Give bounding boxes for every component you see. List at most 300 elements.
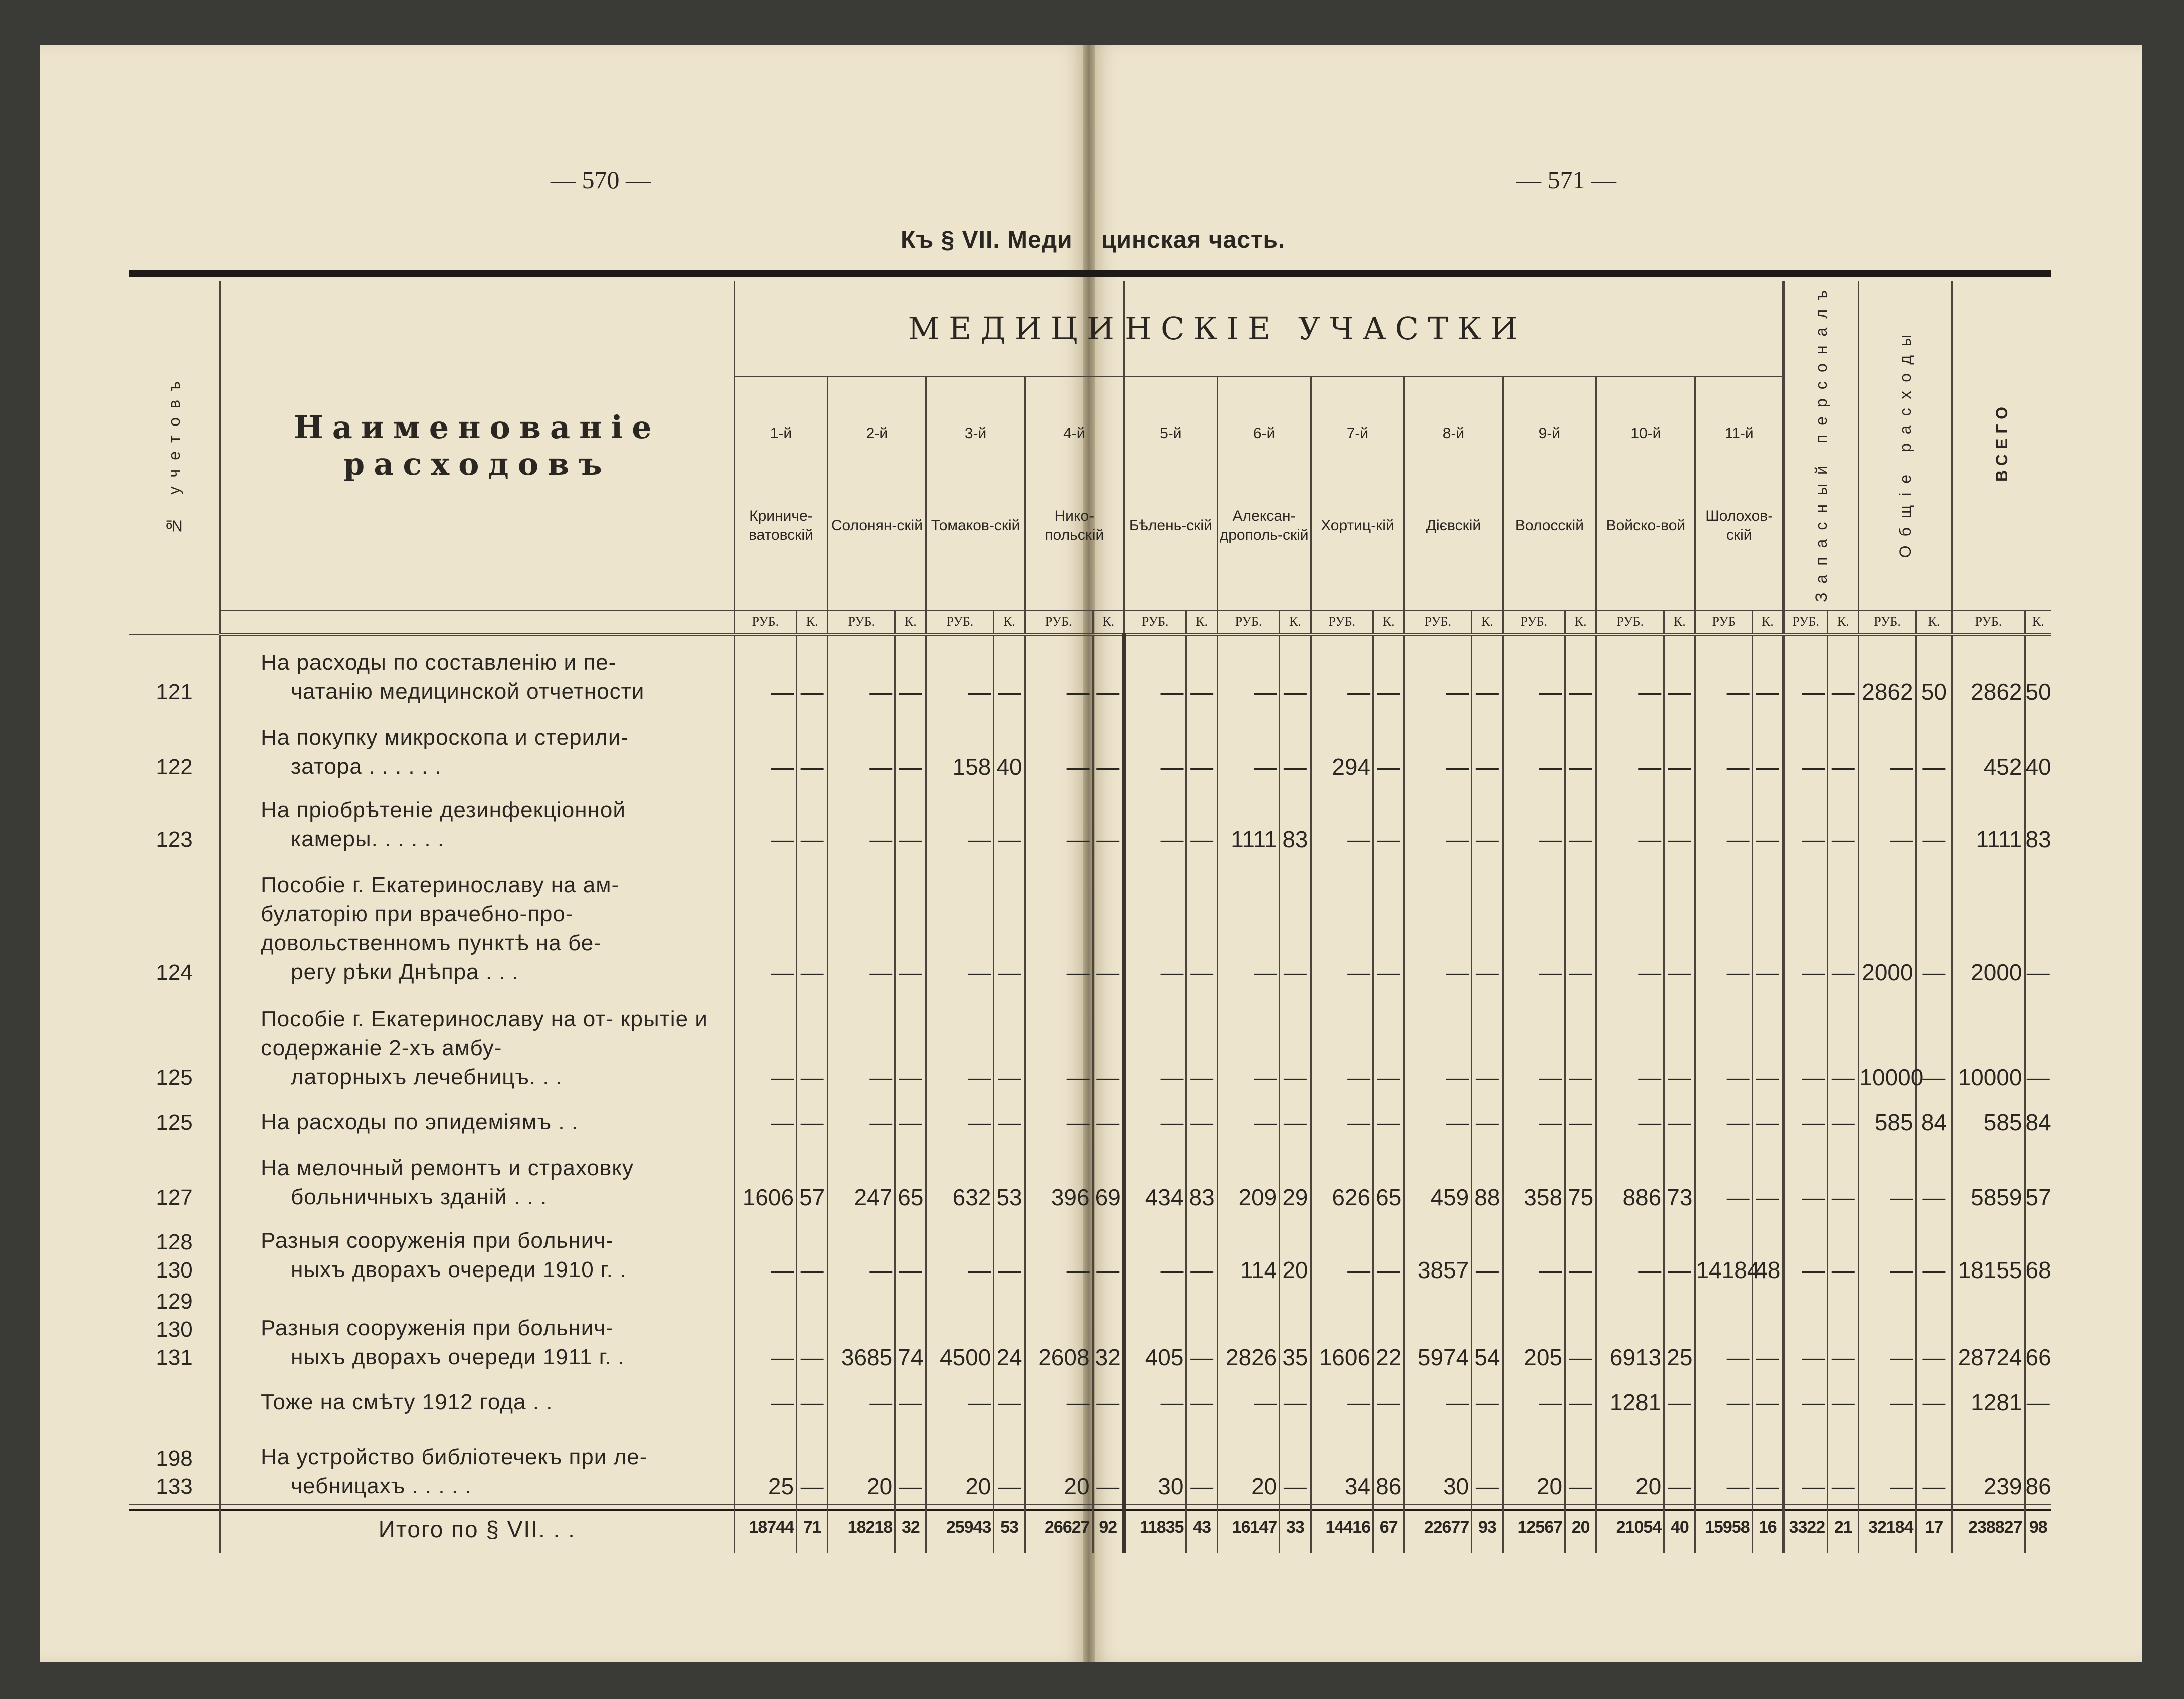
amount-kop: — <box>1752 1288 1783 1375</box>
district-number: 11-й <box>1695 376 1784 442</box>
unit-kop: К. <box>1916 610 1952 634</box>
amount-kop: — <box>1280 1375 1311 1420</box>
unit-kop: К. <box>1664 610 1695 634</box>
amount-rub: 34 <box>1311 1420 1373 1505</box>
amount-kop: — <box>1828 1215 1859 1288</box>
amount-kop: — <box>797 990 828 1095</box>
amount-kop: — <box>1186 1215 1217 1288</box>
amount-kop: — <box>797 1375 828 1420</box>
amount-kop: — <box>1186 1288 1217 1375</box>
district-number: 3-й <box>926 376 1025 442</box>
unit-kop: К. <box>994 610 1025 634</box>
row-number: 121 <box>156 679 193 704</box>
total-kop: 20 <box>1565 1505 1596 1554</box>
amount-kop: — <box>994 1215 1025 1288</box>
amount-kop: 84 <box>1916 1095 1952 1140</box>
amount-kop: 22 <box>1373 1288 1404 1375</box>
amount-rub: — <box>1503 634 1565 709</box>
amount-rub: — <box>1311 634 1373 709</box>
unit-rub: РУБ. <box>1783 610 1827 634</box>
total-rub: 18218 <box>828 1505 895 1554</box>
amount-rub: 5974 <box>1404 1288 1472 1375</box>
unit-kop: К. <box>895 610 926 634</box>
amount-kop: — <box>1916 1215 1952 1288</box>
amount-kop: — <box>1828 1288 1859 1375</box>
amount-rub: — <box>926 990 994 1095</box>
amount-rub: — <box>1124 990 1186 1095</box>
expense-name-line1: Пособіе г. Екатеринославу на ам- булаторію при врачебно-про- довольственномъ пунктѣ на бе- <box>261 872 620 955</box>
total-rub: 26627 <box>1025 1505 1093 1554</box>
amount-rub: — <box>1025 634 1093 709</box>
amount-rub: 158 <box>926 709 994 784</box>
amount-kop: 53 <box>994 1140 1025 1215</box>
amount-kop: — <box>1664 784 1695 857</box>
amount-rub: — <box>1695 990 1752 1095</box>
expense-name-line1: На мелочный ремонтъ и страховку <box>261 1155 634 1180</box>
amount-rub: — <box>734 784 797 857</box>
amount-kop: — <box>1373 784 1404 857</box>
amount-kop: — <box>1565 1420 1596 1505</box>
amount-rub: 396 <box>1025 1140 1093 1215</box>
amount-kop: — <box>1280 857 1311 990</box>
heading-right: цинская часть. <box>1101 227 1286 253</box>
amount-kop: 83 <box>1280 784 1311 857</box>
amount-kop: — <box>1472 990 1503 1095</box>
amount-kop: — <box>1472 1215 1503 1288</box>
amount-rub: — <box>1859 1215 1916 1288</box>
amount-kop: — <box>797 1095 828 1140</box>
total-kop: 67 <box>1373 1505 1404 1554</box>
expense-name <box>220 1140 734 1215</box>
total-kop: 92 <box>1093 1505 1124 1554</box>
amount-kop: — <box>2025 990 2051 1095</box>
expense-name-line1: На расходы по эпидеміямъ . . <box>261 1109 579 1134</box>
amount-kop: — <box>797 1288 828 1375</box>
amount-kop: 65 <box>895 1140 926 1215</box>
amount-kop: — <box>1373 1215 1404 1288</box>
amount-rub: — <box>1311 1215 1373 1288</box>
amount-kop: — <box>1828 1420 1859 1505</box>
amount-kop: 20 <box>1280 1215 1311 1288</box>
amount-rub: — <box>1783 1140 1827 1215</box>
amount-kop: — <box>1828 990 1859 1095</box>
amount-kop: — <box>1093 1420 1124 1505</box>
total-rub: 18744 <box>734 1505 797 1554</box>
unit-rub: РУБ. <box>926 610 994 634</box>
amount-rub: — <box>1025 990 1093 1095</box>
row-number: 128 130 <box>156 1229 193 1283</box>
expense-name-line1: На расходы по составленію и пе- <box>261 650 617 675</box>
amount-kop: — <box>1916 1375 1952 1420</box>
amount-rub: 14184 <box>1695 1215 1752 1288</box>
amount-kop: — <box>994 1420 1025 1505</box>
amount-rub: — <box>1503 784 1565 857</box>
amount-rub: — <box>1783 1095 1827 1140</box>
amount-rub: — <box>1783 1288 1827 1375</box>
total-rub: 14416 <box>1311 1505 1373 1554</box>
amount-kop: 68 <box>2025 1215 2051 1288</box>
amount-rub: — <box>1404 1095 1472 1140</box>
amount-rub: — <box>1217 1095 1280 1140</box>
total-rub: 238827 <box>1952 1505 2025 1554</box>
amount-kop: — <box>1186 857 1217 990</box>
amount-rub: 3685 <box>828 1288 895 1375</box>
amount-rub: — <box>1124 709 1186 784</box>
expense-name <box>220 784 734 857</box>
expense-name-line1: Разныя сооруженія при больнич- <box>261 1315 614 1340</box>
amount-rub: — <box>926 857 994 990</box>
amount-rub: — <box>1596 634 1664 709</box>
amount-rub: — <box>1217 857 1280 990</box>
amount-rub: — <box>1217 634 1280 709</box>
amount-kop: — <box>1828 1095 1859 1140</box>
amount-rub: — <box>1503 1215 1565 1288</box>
amount-rub: — <box>926 1215 994 1288</box>
expense-name-line2: ныхъ дворахъ очереди 1910 г. . <box>291 1257 627 1282</box>
amount-kop: 65 <box>1373 1140 1404 1215</box>
amount-rub: — <box>1025 1375 1093 1420</box>
amount-rub: — <box>1311 857 1373 990</box>
amount-rub: 2000 <box>1859 857 1916 990</box>
amount-rub: — <box>1025 784 1093 857</box>
right-page-number: — 571 — <box>1516 166 1616 194</box>
expense-name <box>220 1375 734 1420</box>
expense-name-line1: Тоже на смѣту 1912 года . . <box>261 1389 553 1414</box>
amount-rub: — <box>1695 784 1752 857</box>
amount-rub: — <box>1859 784 1916 857</box>
unit-kop: К. <box>1280 610 1311 634</box>
amount-kop: — <box>1093 857 1124 990</box>
amount-rub: — <box>1404 1375 1472 1420</box>
row-number: 124 <box>156 960 193 985</box>
table-row <box>129 1140 2051 1215</box>
district-number: 8-й <box>1404 376 1503 442</box>
amount-kop: — <box>2025 1375 2051 1420</box>
amount-kop: — <box>1280 634 1311 709</box>
amount-rub: — <box>1311 1375 1373 1420</box>
amount-rub: — <box>1025 1215 1093 1288</box>
amount-rub: — <box>1217 990 1280 1095</box>
amount-kop: — <box>1186 634 1217 709</box>
unit-rub: РУБ. <box>828 610 895 634</box>
expense-name <box>220 709 734 784</box>
amount-rub: 6913 <box>1596 1288 1664 1375</box>
amount-kop: — <box>895 1215 926 1288</box>
amount-kop: 40 <box>2025 709 2051 784</box>
unit-rub: РУБ. <box>1503 610 1565 634</box>
amount-kop: — <box>1472 1095 1503 1140</box>
amount-kop: 50 <box>1916 634 1952 709</box>
amount-rub: 434 <box>1124 1140 1186 1215</box>
amount-kop: 29 <box>1280 1140 1311 1215</box>
amount-kop: — <box>1093 1215 1124 1288</box>
amount-kop: — <box>895 1420 926 1505</box>
expense-name <box>220 1288 734 1375</box>
unit-kop: К. <box>1565 610 1596 634</box>
col-no-header: № учетовъ <box>129 281 220 634</box>
amount-rub: — <box>926 634 994 709</box>
amount-kop: 48 <box>1752 1215 1783 1288</box>
amount-rub: 20 <box>1503 1420 1565 1505</box>
amount-kop: — <box>1916 709 1952 784</box>
unit-kop: К. <box>2025 610 2051 634</box>
amount-kop: — <box>1472 709 1503 784</box>
table-row <box>129 709 2051 784</box>
amount-kop: — <box>1280 1095 1311 1140</box>
amount-kop: — <box>1664 1375 1695 1420</box>
amount-kop: — <box>895 784 926 857</box>
amount-kop: — <box>1472 1420 1503 1505</box>
banner-left: МЕДИЦИ <box>734 281 1124 376</box>
amount-rub: — <box>1124 634 1186 709</box>
amount-kop: — <box>1472 784 1503 857</box>
amount-rub: 20 <box>1217 1420 1280 1505</box>
heading-left: Къ § VII. Меди <box>901 227 1073 253</box>
amount-kop: 69 <box>1093 1140 1124 1215</box>
amount-rub: 20 <box>828 1420 895 1505</box>
district-number: 6-й <box>1217 376 1311 442</box>
amount-kop: — <box>1280 709 1311 784</box>
amount-rub: 1111 <box>1217 784 1280 857</box>
amount-kop: 83 <box>1186 1140 1217 1215</box>
total-label: Итого по § VII. . . <box>220 1505 734 1554</box>
amount-rub: 632 <box>926 1140 994 1215</box>
district-name: Волосскій <box>1503 442 1596 610</box>
amount-rub: 209 <box>1217 1140 1280 1215</box>
amount-kop: — <box>2025 857 2051 990</box>
amount-rub: — <box>1503 857 1565 990</box>
amount-rub: — <box>1695 1375 1752 1420</box>
amount-rub: — <box>1503 709 1565 784</box>
amount-kop: — <box>1565 784 1596 857</box>
amount-rub: 2862 <box>1859 634 1916 709</box>
table-row <box>129 990 2051 1095</box>
amount-kop: — <box>1373 1095 1404 1140</box>
amount-kop: 88 <box>1472 1140 1503 1215</box>
amount-rub: — <box>828 1215 895 1288</box>
unit-rub: РУБ. <box>1025 610 1093 634</box>
amount-kop: — <box>1828 709 1859 784</box>
unit-rub: РУБ. <box>1311 610 1373 634</box>
amount-rub: — <box>1859 1375 1916 1420</box>
amount-kop: — <box>797 1215 828 1288</box>
total-kop: 21 <box>1828 1505 1859 1554</box>
expense-name-line2: затора . . . . . . <box>291 754 442 779</box>
amount-kop: 84 <box>2025 1095 2051 1140</box>
row-number: 125 <box>156 1110 193 1135</box>
amount-kop: — <box>1373 1375 1404 1420</box>
amount-kop: — <box>994 1375 1025 1420</box>
amount-kop: 86 <box>1373 1420 1404 1505</box>
amount-kop: — <box>1752 990 1783 1095</box>
expense-table <box>129 281 2051 1553</box>
amount-kop: — <box>895 634 926 709</box>
amount-kop: — <box>1093 990 1124 1095</box>
amount-kop: — <box>1828 784 1859 857</box>
amount-rub: 2862 <box>1952 634 2025 709</box>
unit-kop: К. <box>1186 610 1217 634</box>
amount-rub: — <box>1695 634 1752 709</box>
row-number: 123 <box>156 827 193 852</box>
district-name: Криниче-ватовскій <box>734 442 828 610</box>
amount-rub: — <box>1025 857 1093 990</box>
amount-kop: — <box>1280 990 1311 1095</box>
amount-rub: — <box>828 709 895 784</box>
amount-kop: — <box>1828 857 1859 990</box>
amount-kop: — <box>1186 1095 1217 1140</box>
unit-name-blank <box>220 610 734 634</box>
amount-rub: — <box>1311 990 1373 1095</box>
district-name: Солонян-скій <box>828 442 926 610</box>
amount-rub: — <box>1596 857 1664 990</box>
table-row <box>129 634 2051 709</box>
district-name: Хортиц-кій <box>1311 442 1404 610</box>
amount-kop: 25 <box>1664 1288 1695 1375</box>
table-row <box>129 857 2051 990</box>
amount-kop: — <box>1916 857 1952 990</box>
amount-rub: — <box>1311 1095 1373 1140</box>
amount-rub: — <box>734 990 797 1095</box>
amount-kop: — <box>1752 1140 1783 1215</box>
amount-rub: — <box>1859 709 1916 784</box>
unit-rub: РУБ. <box>734 610 797 634</box>
expense-name-line2: чебницахъ . . . . . <box>291 1474 472 1499</box>
amount-rub: — <box>1404 990 1472 1095</box>
amount-rub: — <box>1025 709 1093 784</box>
amount-rub: — <box>1596 1215 1664 1288</box>
amount-rub: 626 <box>1311 1140 1373 1215</box>
total-rub: 3322 <box>1783 1505 1827 1554</box>
amount-rub: 10000 <box>1952 990 2025 1095</box>
district-name: Бѣлень-скій <box>1124 442 1217 610</box>
expense-name <box>220 1420 734 1505</box>
total-kop: 98 <box>2025 1505 2051 1554</box>
district-name: Дієвскій <box>1404 442 1503 610</box>
total-no-blank <box>129 1505 220 1554</box>
total-kop: 40 <box>1664 1505 1695 1554</box>
banner-right: НСКІЕ УЧАСТКИ <box>1124 281 1783 376</box>
expense-name-line1: Разныя сооруженія при больнич- <box>261 1228 614 1253</box>
amount-kop: — <box>994 990 1025 1095</box>
expense-name <box>220 1095 734 1140</box>
amount-rub: — <box>1695 1288 1752 1375</box>
total-rub: 15958 <box>1695 1505 1752 1554</box>
amount-kop: — <box>1373 990 1404 1095</box>
row-number: 129 130 131 <box>156 1289 193 1370</box>
amount-kop: — <box>1828 1375 1859 1420</box>
amount-kop: — <box>1093 1095 1124 1140</box>
expense-name-line2: регу рѣки Днѣпра . . . <box>291 959 519 984</box>
amount-kop: — <box>1186 784 1217 857</box>
amount-kop: — <box>994 1095 1025 1140</box>
total-kop: 53 <box>994 1505 1025 1554</box>
amount-rub: — <box>828 634 895 709</box>
amount-kop: — <box>797 634 828 709</box>
amount-rub: 1281 <box>1952 1375 2025 1420</box>
table-row <box>129 784 2051 857</box>
amount-rub: — <box>1124 1215 1186 1288</box>
row-number: 125 <box>156 1065 193 1090</box>
amount-rub: 2608 <box>1025 1288 1093 1375</box>
total-rub: 11835 <box>1124 1505 1186 1554</box>
amount-rub: 1606 <box>1311 1288 1373 1375</box>
amount-rub: — <box>1859 1420 1916 1505</box>
amount-rub: — <box>1783 1375 1827 1420</box>
amount-rub: — <box>1783 634 1827 709</box>
amount-kop: — <box>1280 1420 1311 1505</box>
unit-rub: РУБ <box>1695 610 1752 634</box>
amount-rub: — <box>1783 709 1827 784</box>
general-header: Общіе расходы <box>1859 281 1952 610</box>
expense-name-line2: латорныхъ лечебницъ. . . <box>291 1064 563 1089</box>
total-rub: 32184 <box>1859 1505 1916 1554</box>
amount-rub: 886 <box>1596 1140 1664 1215</box>
amount-rub: — <box>734 1288 797 1375</box>
unit-kop: К. <box>1828 610 1859 634</box>
amount-rub: 4500 <box>926 1288 994 1375</box>
amount-kop: — <box>1752 1095 1783 1140</box>
total-rub: 16147 <box>1217 1505 1280 1554</box>
amount-rub: — <box>1404 709 1472 784</box>
amount-kop: — <box>1373 709 1404 784</box>
table-row <box>129 1095 2051 1140</box>
amount-kop: — <box>895 857 926 990</box>
amount-rub: 5859 <box>1952 1140 2025 1215</box>
reserve-header: Запасный персоналъ <box>1783 281 1858 610</box>
amount-rub: — <box>1859 1288 1916 1375</box>
amount-kop: — <box>1664 857 1695 990</box>
amount-kop: — <box>1472 1375 1503 1420</box>
unit-kop: К. <box>1752 610 1783 634</box>
amount-rub: — <box>1404 857 1472 990</box>
total-rub: 12567 <box>1503 1505 1565 1554</box>
amount-rub: — <box>1783 990 1827 1095</box>
row-number: 122 <box>156 754 193 779</box>
amount-rub: — <box>1783 857 1827 990</box>
district-number: 1-й <box>734 376 828 442</box>
district-name: Шолохов-скій <box>1695 442 1784 610</box>
amount-rub: — <box>1695 1140 1752 1215</box>
amount-kop: — <box>1565 990 1596 1095</box>
amount-rub: — <box>734 1375 797 1420</box>
total-row <box>129 1505 2051 1554</box>
amount-kop: 54 <box>1472 1288 1503 1375</box>
amount-kop: — <box>1752 634 1783 709</box>
amount-kop: — <box>1093 634 1124 709</box>
total-rub: 25943 <box>926 1505 994 1554</box>
amount-rub: — <box>1124 1095 1186 1140</box>
total-rub: 22677 <box>1404 1505 1472 1554</box>
amount-rub: — <box>1217 709 1280 784</box>
amount-rub: — <box>828 1375 895 1420</box>
table-row <box>129 1288 2051 1375</box>
unit-rub: РУБ. <box>1217 610 1280 634</box>
amount-kop: 35 <box>1280 1288 1311 1375</box>
amount-kop: — <box>1664 1095 1695 1140</box>
amount-kop: — <box>1565 709 1596 784</box>
unit-rub: РУБ. <box>1404 610 1472 634</box>
amount-rub: — <box>926 1375 994 1420</box>
district-name: Алексан-дрополь-скій <box>1217 442 1311 610</box>
amount-rub: 1606 <box>734 1140 797 1215</box>
amount-kop: — <box>1916 1288 1952 1375</box>
left-page-number: — 570 — <box>551 166 651 194</box>
amount-rub: — <box>828 990 895 1095</box>
district-number: 5-й <box>1124 376 1217 442</box>
amount-rub: — <box>1596 1095 1664 1140</box>
amount-rub: — <box>1859 1140 1916 1215</box>
amount-rub: — <box>1503 1375 1565 1420</box>
